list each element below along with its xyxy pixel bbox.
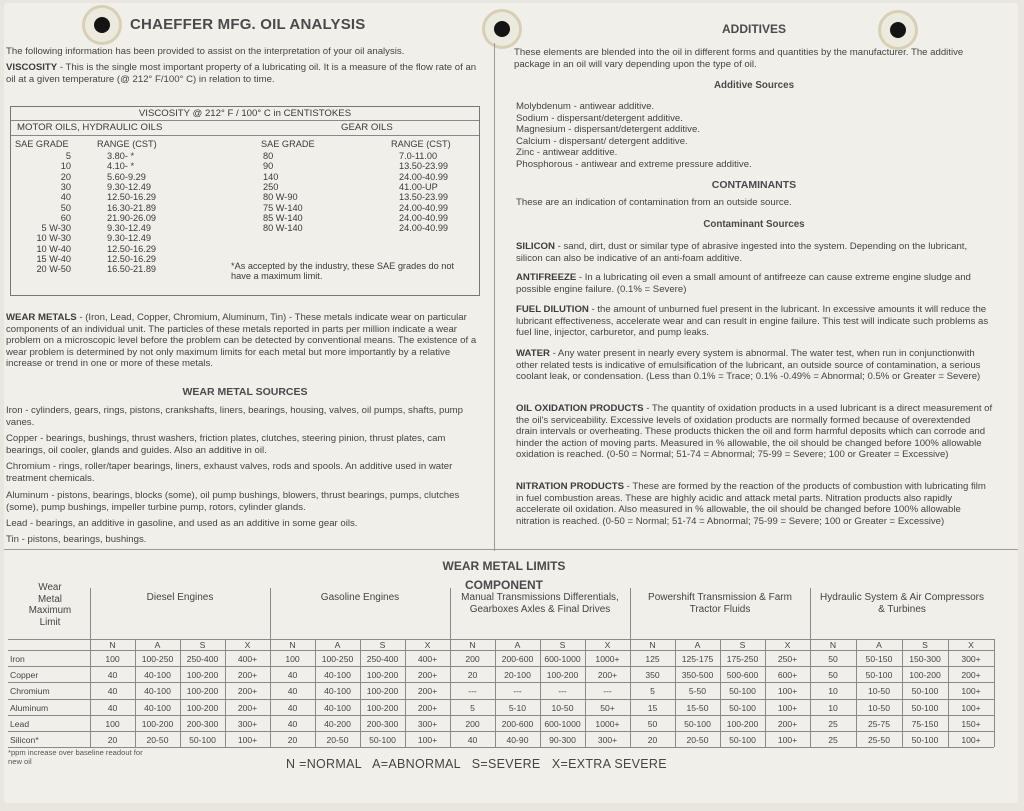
table-rule <box>11 135 479 136</box>
limits-metal-name: Copper <box>10 670 39 681</box>
gear-range: 41.00-UP <box>399 181 438 192</box>
limits-sub-header: N <box>829 640 837 650</box>
limits-value: 200-300 <box>366 718 399 729</box>
limits-sub-header: N <box>649 640 656 650</box>
limits-value: 200+ <box>237 702 258 713</box>
limits-value: 50-100 <box>729 735 756 745</box>
contaminants-intro: These are an indication of contamination from an outside source. <box>516 197 792 208</box>
viscosity-table-title: VISCOSITY @ 212° F / 100° C in CENTISTOKES <box>138 108 352 119</box>
gear-sae-grade: 85 W-140 <box>263 212 303 223</box>
limits-value: 20-50 <box>146 735 169 745</box>
wear-metal-corner-label: Wear Metal Maximum Limit <box>28 582 72 628</box>
contaminant-label: OIL OXIDATION PRODUCTS <box>516 403 644 414</box>
contaminant-text: - In a lubricating oil even a small amount of antifreeze can cause extreme engine sludge and possible engine failure. (0.1% = Severe) <box>516 272 971 295</box>
limits-value: 20-50 <box>686 735 709 745</box>
limits-value: 100-200 <box>141 718 174 729</box>
component-group-header: Powershift Transmission & Farm Tractor Fluids <box>648 592 792 615</box>
limits-value: 50-100 <box>369 735 396 745</box>
additive-source-item: Phosphorous - antiwear and extreme pressure additive. <box>516 158 752 170</box>
gear-range: 7.0-11.00 <box>399 151 438 161</box>
limits-value: 1000+ <box>595 654 620 664</box>
gear-range: 24.00-40.99 <box>399 202 449 213</box>
limits-rule <box>8 731 994 732</box>
limits-value: 400+ <box>417 654 438 664</box>
additive-source-item: Zinc - antiwear additive. <box>516 147 618 159</box>
limits-sub-header: X <box>968 640 974 650</box>
contaminant-text: - Any water present in nearly every system is abnormal. The water test, when run in conjunctionwith other related tests is indicative of emulsification of the lubricant, an outside source of contamination, a serious coolant leak, or condensation. (Less than 0.1% = Trace; 0.1% -0.49% = Abnormal; 0.5% or Greater = Severe) <box>516 348 981 383</box>
contaminant-label: ANTIFREEZE <box>516 272 577 283</box>
punch-hole-left <box>82 5 122 45</box>
wear-source-aluminum: Aluminum - pistons, bearings, blocks (some), oil pump bushings, blowers, thrust bearings, pumps, clutches (some), pump bushings, impeller turbine pump, rotors, cylinder glands. <box>6 490 460 513</box>
limits-value: 500-600 <box>726 670 759 681</box>
limits-value: 50-100 <box>865 670 893 681</box>
limits-value: 100 <box>105 718 120 729</box>
motor-sae-grade: 15 W-40 <box>36 254 71 264</box>
limits-value: 50 <box>828 670 838 681</box>
limits-value: 100-200 <box>186 670 219 681</box>
contaminant-silicon <box>516 241 994 264</box>
limits-value: 250-400 <box>186 654 219 664</box>
limits-value: 50-100 <box>729 686 756 697</box>
limits-value: 40-90 <box>506 735 529 745</box>
limits-value: 25-50 <box>868 735 890 745</box>
column-divider <box>494 43 495 551</box>
limits-value: 100 <box>105 654 120 664</box>
gear-sae-grade: 80 W-140 <box>263 223 303 234</box>
limits-value: 5-50 <box>688 686 707 697</box>
page-title: CHAEFFER MFG. OIL ANALYSIS <box>130 16 366 33</box>
limits-value: 25-75 <box>868 718 890 729</box>
limits-value: 20 <box>107 735 118 745</box>
oil-analysis-sheet <box>4 3 1018 803</box>
limits-value: 5 <box>650 686 655 697</box>
limits-rule <box>8 650 994 651</box>
viscosity-label: VISCOSITY <box>6 62 58 73</box>
limits-value: 10 <box>828 702 838 713</box>
limits-sub-header: A <box>694 640 701 650</box>
gear-sae-grade: 80 <box>263 151 274 161</box>
motor-sae-grade: 30 <box>60 181 71 192</box>
limits-value: 125 <box>645 654 660 664</box>
contaminant-fuel-dilution <box>516 304 994 339</box>
limits-value: --- <box>603 686 612 697</box>
limits-value: 100+ <box>961 735 981 745</box>
limits-metal-name: Aluminum <box>10 702 49 713</box>
limits-value: 200 <box>465 718 480 729</box>
limits-footnote: *ppm increase over baseline readout for new oil <box>8 748 143 766</box>
wear-source-tin: Tin - pistons, bearings, bushings. <box>6 534 147 545</box>
motor-range: 4.10- * <box>107 161 135 172</box>
limits-sub-header: X <box>244 640 251 650</box>
motor-sae-grade: 20 <box>60 171 71 182</box>
contaminant-text: - The quantity of oxidation products in a used lubricant is a direct measurement of the oil's serviceability. Excessive levels of oxidation products are normally formed because of overextended drain intervals or overheating. These products thicken the oil and form harmful deposits which can corrode and hinder the action of moving parts. Measured in % allowable, the oil should be changed before 100% allowable oxidation is reached. (0-50 = Normal; 51-74 = Abnormal; 75-99 = Severe; 100 or Greater = Excessive) <box>516 403 993 461</box>
motor-sae-grade: 10 W-40 <box>36 243 71 254</box>
limits-value: 40-100 <box>144 702 171 713</box>
limits-metal-name: Silicon* <box>10 735 39 745</box>
gear-sae-grade: 80 W-90 <box>263 192 298 203</box>
gear-sae-grade: 90 <box>263 161 274 172</box>
limits-metal-name: Chromium <box>10 686 50 697</box>
limits-value: 50-100 <box>189 735 216 745</box>
limits-rule <box>8 715 994 716</box>
motor-range: 16.30-21.89 <box>107 202 157 213</box>
viscosity-text: - This is the single most important property of a lubricating oil. It is a measure of the flow rate of an oil at a given temperature (@ 212° F/100° C) in relation to time. <box>6 62 477 85</box>
limits-value: 200+ <box>417 702 438 713</box>
motor-oils-header: MOTOR OILS, HYDRAULIC OILS <box>17 122 163 133</box>
limits-rule <box>8 682 994 683</box>
contaminant-nitration <box>516 481 994 527</box>
limits-value: 300+ <box>597 735 618 745</box>
limits-value: 200+ <box>237 670 258 681</box>
group-separator <box>450 588 451 640</box>
wear-source-chromium: Chromium - rings, roller/taper bearings, liners, exhaust valves, rods and spools. An additive used in water treatment chemicals. <box>6 461 453 484</box>
limits-value: 100+ <box>961 686 981 697</box>
limits-value: 50-100 <box>911 686 939 697</box>
limits-value: --- <box>558 686 567 697</box>
limits-value: 40 <box>467 735 478 745</box>
limits-value: 40-100 <box>324 702 351 713</box>
contaminants-title: CONTAMINANTS <box>711 179 797 191</box>
limits-metal-name: Lead <box>10 718 30 729</box>
limits-value: 100-200 <box>726 718 759 729</box>
limits-value: 40-100 <box>324 686 351 697</box>
motor-range: 12.50-16.29 <box>107 254 157 264</box>
wear-metal-limits-title: WEAR METAL LIMITS <box>442 559 566 573</box>
group-separator <box>630 588 631 640</box>
limits-value: 300+ <box>417 718 438 729</box>
limits-value: 350-500 <box>681 670 714 681</box>
motor-range: 9.30-12.49 <box>107 181 151 192</box>
limits-value: 50-150 <box>865 654 893 664</box>
limits-value: --- <box>468 686 477 697</box>
motor-range: 9.30-12.49 <box>107 223 151 234</box>
limits-value: 25 <box>828 735 838 745</box>
limits-value: 200+ <box>237 686 258 697</box>
gear-range: 24.00-40.99 <box>399 212 449 223</box>
limits-sub-header: X <box>604 640 611 650</box>
contaminant-label: SILICON <box>516 241 555 252</box>
limits-value: 600-1000 <box>544 654 581 664</box>
limits-value: 100-200 <box>366 686 399 697</box>
contaminant-oil-oxidation <box>516 403 994 461</box>
motor-range: 3.80- * <box>107 151 135 161</box>
limits-legend: N =NORMAL A=ABNORMAL S=SEVERE X=EXTRA SEVERE <box>286 757 667 771</box>
limits-value: 10-50 <box>868 686 890 697</box>
gear-sae-grade: 250 <box>263 181 279 192</box>
wear-source-lead: Lead - bearings, an additive in gasoline, and used as an additive in some gear oils. <box>6 518 358 529</box>
limits-value: 40 <box>107 670 118 681</box>
limits-cell-separator <box>994 639 995 747</box>
limits-value: 175-250 <box>726 654 759 664</box>
limits-metal-name: Iron <box>10 654 25 664</box>
gear-range: 24.00-40.99 <box>399 223 449 234</box>
limits-sub-header: S <box>199 640 206 650</box>
limits-value: 250-400 <box>366 654 399 664</box>
additives-title: ADDITIVES <box>721 22 786 36</box>
limits-value: 400+ <box>237 654 258 664</box>
wear-metals-text: - (Iron, Lead, Copper, Chromium, Aluminum, Tin) - These metals indicate wear on particular components of an individual unit. The particles of these metals reported in parts per million indicate a wear problem on a microscopic level before the problem can be detected by conventional means. The existence of a wear problem is determined by not only maximum limits for each metal but more importantly by a relative increase or trend in one or more of these metals. <box>6 312 477 370</box>
limits-value: 100+ <box>777 702 798 713</box>
gear-oils-header: GEAR OILS <box>341 122 393 133</box>
motor-sae-grade: 10 W-30 <box>36 233 71 244</box>
col-sae-grade: SAE GRADE <box>15 139 69 149</box>
col-sae-grade-gear: SAE GRADE <box>261 139 315 149</box>
wear-metal-sources-title: WEAR METAL SOURCES <box>182 386 308 398</box>
limits-rule <box>8 747 994 748</box>
limits-value: 200 <box>465 654 480 664</box>
col-range: RANGE (CST) <box>97 139 157 149</box>
wear-source-copper: Copper - bearings, bushings, thrust washers, friction plates, clutches, steering pinion, thrust plates, cam bearings, oil cooler, glands and guides. Also an additive in oil. <box>6 433 446 456</box>
additive-source-item: Magnesium - dispersant/detergent additive. <box>516 124 700 136</box>
limits-sub-header: N <box>289 640 296 650</box>
contaminant-label: NITRATION PRODUCTS <box>516 481 625 492</box>
limits-value: 50 <box>828 654 838 664</box>
limits-value: 75-150 <box>911 718 939 729</box>
limits-value: 100-200 <box>366 670 399 681</box>
limits-sub-header: S <box>739 640 746 650</box>
viscosity-note: *As accepted by the industry, these SAE grades do not have a maximum limit. <box>231 261 455 282</box>
limits-value: 1000+ <box>595 718 620 729</box>
contaminant-text: - sand, dirt, dust or similar type of abrasive ingested into the system. Depending on the lubricant, silicon can also be indicative of an anti-foam additive. <box>516 241 968 264</box>
limits-value: 100+ <box>237 735 258 745</box>
wear-metals-paragraph <box>6 312 484 370</box>
limits-value: 40 <box>107 686 118 697</box>
gear-sae-grade: 75 W-140 <box>263 202 303 213</box>
limits-value: 5-10 <box>508 702 527 713</box>
motor-range: 9.30-12.49 <box>107 233 151 244</box>
contaminant-water <box>516 348 994 383</box>
limits-value: 200+ <box>777 718 798 729</box>
limits-sub-header: N <box>109 640 116 650</box>
motor-range: 12.50-16.29 <box>107 243 157 254</box>
limits-value: 40 <box>287 702 298 713</box>
limits-value: 125-175 <box>681 654 714 664</box>
limits-value: 300+ <box>237 718 258 729</box>
limits-value: 50-100 <box>684 718 711 729</box>
limits-value: 40 <box>287 670 298 681</box>
limits-value: 90-300 <box>549 735 576 745</box>
component-group-header: Gasoline Engines <box>320 592 400 603</box>
additive-source-item: Molybdenum - antiwear additive. <box>516 101 655 112</box>
motor-sae-grade: 5 W-30 <box>41 223 71 234</box>
contaminant-label: WATER <box>516 348 550 359</box>
limits-value: 200-300 <box>186 718 219 729</box>
motor-sae-grade: 60 <box>60 212 71 223</box>
limits-value: 20 <box>287 735 298 745</box>
limits-value: 100+ <box>417 735 438 745</box>
motor-sae-grade: 10 <box>60 161 71 172</box>
limits-sub-header: S <box>922 640 928 650</box>
component-group-header: Diesel Engines <box>146 592 214 603</box>
limits-value: 40 <box>287 686 298 697</box>
limits-value: 100+ <box>777 686 798 697</box>
contaminant-label: FUEL DILUTION <box>516 304 589 315</box>
limits-value: 25 <box>828 718 838 729</box>
limits-value: 50+ <box>600 702 615 713</box>
motor-sae-grade: 5 <box>65 151 71 161</box>
limits-value: 100-200 <box>909 670 941 681</box>
contaminant-text: - the amount of unburned fuel present in the lubricant. In excessive amounts it will reduce the lubricant effectiveness, accelerate wear and can result in engine failure. This test will indicate such problems as fuel line, injector, carburetor, and pump leaks. <box>516 304 989 339</box>
gear-range: 24.00-40.99 <box>399 171 449 182</box>
motor-range: 16.50-21.89 <box>107 264 157 275</box>
additive-source-item: Calcium - dispersant/ detergent additive. <box>516 135 688 147</box>
motor-range: 12.50-16.29 <box>107 192 157 203</box>
limits-value: 20 <box>647 735 658 745</box>
contaminant-text: - These are formed by the reaction of the products of combustion with lubricating film in fuel combustion areas. These are highly acidic and attack metal parts. Nitration products also rapidly accelerate oil oxidation. Also measured in % allowable, the oil should be changed before 100% allowable nitration is reached. (0-50 = Normal; 51-74 = Abnormal; 75-99 = Severe; 100 or Greater = Excessive) <box>516 481 986 527</box>
additive-source-item: Sodium - dispersant/detergent additive. <box>516 112 683 124</box>
limits-value: 100-200 <box>186 686 219 697</box>
limits-sub-header: N <box>469 640 476 650</box>
group-separator <box>270 588 271 640</box>
limits-value: 250+ <box>777 654 798 664</box>
limits-value: 200+ <box>961 670 981 681</box>
limits-sub-header: X <box>784 640 791 650</box>
motor-sae-grade: 20 W-50 <box>36 264 71 275</box>
limits-sub-header: S <box>559 640 566 650</box>
limits-value: 10 <box>828 686 838 697</box>
gear-range: 13.50-23.99 <box>399 161 449 172</box>
wear-metals-label: WEAR METALS <box>6 312 77 323</box>
limits-value: 600+ <box>777 670 798 681</box>
limits-value: 40-100 <box>324 670 351 681</box>
limits-value: 15 <box>647 702 658 713</box>
limits-value: 200+ <box>417 670 438 681</box>
motor-sae-grade: 50 <box>60 202 71 213</box>
viscosity-table <box>10 106 480 296</box>
limits-value: 10-50 <box>868 702 890 713</box>
limits-value: 20-100 <box>504 670 531 681</box>
group-separator <box>90 588 91 640</box>
limits-sub-header: A <box>334 640 341 650</box>
limits-value: 600-1000 <box>544 718 581 729</box>
motor-range: 5.60-9.29 <box>107 171 146 182</box>
limits-sub-header: S <box>379 640 386 650</box>
gear-range: 13.50-23.99 <box>399 192 449 203</box>
col-range-gear: RANGE (CST) <box>391 139 451 149</box>
section-divider <box>4 549 1018 550</box>
limits-value: 200-600 <box>501 718 534 729</box>
limits-value: 50-100 <box>911 702 939 713</box>
limits-value: 50 <box>647 718 658 729</box>
limits-value: 200-600 <box>501 654 534 664</box>
limits-rule <box>8 699 994 700</box>
limits-sub-header: X <box>424 640 431 650</box>
limits-sub-header: A <box>514 640 521 650</box>
limits-value: 100-200 <box>186 702 219 713</box>
limits-value: 200+ <box>417 686 438 697</box>
viscosity-paragraph <box>6 62 484 85</box>
limits-value: 100-250 <box>141 654 174 664</box>
limits-sub-header: A <box>154 640 161 650</box>
limits-value: 150+ <box>961 718 981 729</box>
limits-value: 20 <box>467 670 478 681</box>
limits-value: 50-100 <box>911 735 939 745</box>
limits-value: 40-200 <box>324 718 351 729</box>
limits-value: 150-300 <box>909 654 941 664</box>
limits-value: --- <box>513 686 522 697</box>
additive-sources-list <box>516 101 996 171</box>
intro-text: The following information has been provided to assist on the interpretation of your oil analysis. <box>6 46 405 57</box>
limits-value: 50-100 <box>729 702 756 713</box>
limits-value: 40-100 <box>144 686 171 697</box>
limits-value: 100 <box>285 654 300 664</box>
limits-value: 40 <box>107 702 118 713</box>
motor-range: 21.90-26.09 <box>107 212 157 223</box>
limits-value: 100+ <box>777 735 798 745</box>
limits-value: 20-50 <box>326 735 349 745</box>
limits-value: 100-250 <box>321 654 354 664</box>
limits-value: 200+ <box>597 670 618 681</box>
contaminant-antifreeze <box>516 272 994 295</box>
limits-value: 100+ <box>961 702 981 713</box>
group-separator <box>810 588 811 640</box>
limits-value: 15-50 <box>686 702 709 713</box>
limits-value: 300+ <box>961 654 981 664</box>
limits-value: 5 <box>470 702 475 713</box>
limits-rule <box>8 666 994 667</box>
limits-value: 40 <box>287 718 298 729</box>
limits-value: 100-200 <box>366 702 399 713</box>
wear-source-iron: Iron - cylinders, gears, rings, pistons, crankshafts, liners, bearings, housing, valves, oil pumps, shafts, pump vanes. <box>6 405 463 428</box>
component-group-header: Manual Transmissions Differentials, Gearboxes Axles & Final Drives <box>461 592 619 615</box>
limits-sub-header: A <box>876 640 882 650</box>
limits-value: 40-100 <box>144 670 171 681</box>
limits-value: 100-200 <box>546 670 579 681</box>
component-group-header: Hydraulic System & Air Compressors & Turbines <box>820 592 984 615</box>
additive-sources-title: Additive Sources <box>713 80 795 91</box>
contaminant-sources-title: Contaminant Sources <box>703 219 805 230</box>
limits-value: 10-50 <box>551 702 574 713</box>
gear-sae-grade: 140 <box>263 171 279 182</box>
table-rule <box>11 120 479 121</box>
limits-value: 350 <box>645 670 660 681</box>
motor-sae-grade: 40 <box>60 192 71 203</box>
component-label: COMPONENT <box>465 578 543 592</box>
additives-intro: These elements are blended into the oil in different forms and quantities by the manufacturer. The additive package in an oil will vary depending upon the type of oil. <box>514 47 964 70</box>
